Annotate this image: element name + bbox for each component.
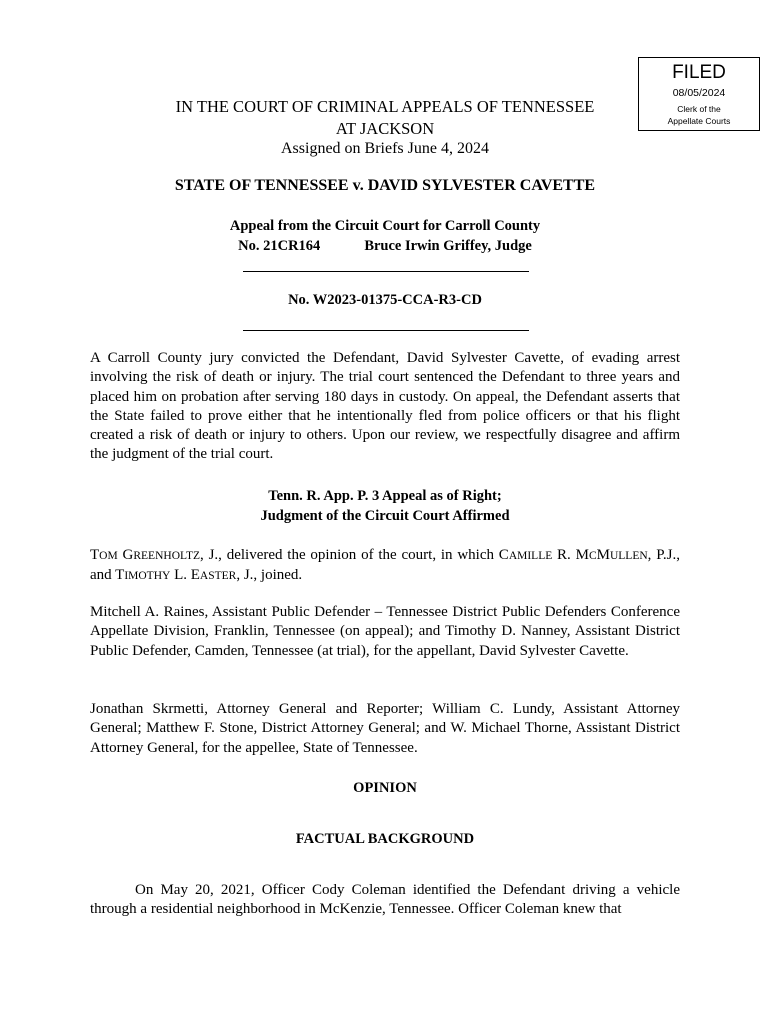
authoring-judges	[90, 546, 680, 587]
holding-line-1: Tenn. R. App. P. 3 Appeal as of Right;	[268, 488, 502, 504]
counsel-appellee: Jonathan Skrmetti, Attorney General and Reporter; William C. Lundy, Assistant Attorney General; Matthew F. Stone, District Attorney General; and W. Michael Thorne, Assistant District Attorney General, for the appellee, State of Tennessee.	[90, 701, 680, 756]
author-initial: T	[90, 547, 100, 563]
filed-stamp-date: 08/05/2024	[672, 87, 726, 99]
case-title: STATE OF TENNESSEE v. DAVID SYLVESTER CAVETTE	[174, 177, 596, 194]
court-location: AT JACKSON	[335, 119, 435, 138]
divider-bottom	[243, 330, 529, 331]
docket-number: No. W2023-01375-CCA-R3-CD	[288, 292, 482, 308]
author-text: , J., joined.	[236, 567, 303, 584]
author-initial: C	[498, 547, 509, 563]
author-smallcaps: IMOTHY	[124, 570, 171, 583]
author-text: , J., delivered the opinion of the court, in which	[200, 547, 499, 563]
trial-judge: Bruce Irwin Griffey, Judge	[364, 238, 532, 254]
holding-line-2: Judgment of the Circuit Court Affirmed	[260, 508, 510, 524]
author-smallcaps: ASTER	[199, 570, 237, 583]
author-initial: M	[596, 547, 610, 563]
author-initial: E	[190, 567, 200, 584]
court-heading	[90, 96, 680, 140]
opinion-heading: OPINION	[353, 780, 417, 796]
author-initial: G	[122, 547, 134, 563]
author-smallcaps: C	[588, 550, 597, 562]
author-initial: T	[115, 567, 125, 584]
trial-case-number: No. 21CR164	[238, 238, 321, 254]
court-name: IN THE COURT OF CRIMINAL APPEALS OF TENNESSEE	[175, 97, 595, 116]
author-initial: M	[575, 547, 589, 563]
case-summary: A Carroll County jury convicted the Defendant, David Sylvester Cavette, of evading arrest involving the risk of death or injury. The trial court sentenced the Defendant to three years and placed him on probation after serving 180 days in custody. On appeal, the Defendant asserts that the State failed to prove either that he intentionally fled from police officers or that his flight created a risk of death or injury to others. Upon our review, we respectfully disagree and affirm the judgment of the trial court.	[90, 350, 680, 463]
author-smallcaps: ULLEN	[609, 550, 648, 562]
body-paragraph: On May 20, 2021, Officer Cody Coleman identified the Defendant driving a vehicle through a residential neighborhood in McKenzie, Tennessee. Officer Coleman knew that	[90, 882, 680, 918]
appeal-number-judge	[90, 236, 680, 256]
appeal-from: Appeal from the Circuit Court for Carroll County	[229, 218, 541, 234]
assigned-date: Assigned on Briefs June 4, 2024	[281, 140, 489, 157]
divider-top	[243, 271, 529, 272]
counsel-appellant: Mitchell A. Raines, Assistant Public Defender – Tennessee District Public Defenders Conference Appellate Division, Franklin, Tennessee (on appeal); and Timothy D. Nanney, Assistant District Public Defender, Camden, Tennessee (at trial), for the appellant, David Sylvester Cavette.	[90, 604, 680, 659]
author-text: R.	[552, 547, 576, 563]
filed-stamp-clerk: Clerk of the	[677, 104, 721, 114]
factual-background-heading: FACTUAL BACKGROUND	[295, 831, 475, 847]
filed-stamp-title: FILED	[672, 62, 726, 83]
author-text: L.	[170, 567, 191, 584]
holding	[90, 486, 680, 526]
author-smallcaps: AMILLE	[508, 550, 553, 562]
author-smallcaps: OM	[99, 550, 118, 562]
appeal-info	[90, 216, 680, 256]
author-smallcaps: REENHOLTZ	[133, 550, 201, 562]
filed-stamp-courts: Appellate Courts	[667, 116, 731, 126]
author-text: , P.J., and	[90, 547, 680, 584]
